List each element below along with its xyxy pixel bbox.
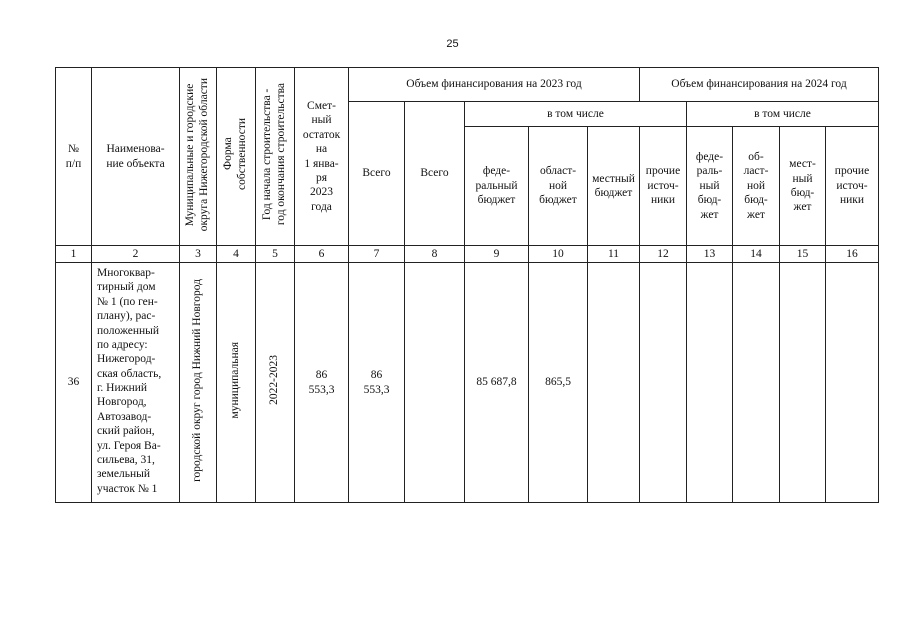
header-total-2024: Всего [405,102,465,246]
header-municipality [180,68,217,246]
header-incl-2024: в том числе [687,102,879,127]
column-number: 11 [588,246,640,263]
row-object-name: Многоквар- тирный дом № 1 (по ген- плану), рас- положенный по адресу: Нижегород- ская область, г. Нижний Новгород, Автозавод- ский район, ул. Героя Ва- сильева, 31, земельный участок № 1 [92,263,180,503]
header-fin-2023: Объем финансирования на 2023 год [349,68,640,102]
row-regional-2024 [733,263,780,503]
row-total-2023: 86 553,3 [349,263,405,503]
column-number: 2 [92,246,180,263]
header-municipality-text: Муниципальные и городские округа Нижегородской области [184,77,210,231]
column-number: 4 [217,246,256,263]
page-number: 25 [446,38,459,50]
row-years [256,263,295,503]
column-number: 1 [56,246,92,263]
column-number: 7 [349,246,405,263]
column-number: 9 [465,246,529,263]
header-local-2023: местный бюджет [588,127,640,246]
column-number: 16 [826,246,879,263]
row-other-2024 [826,263,879,503]
column-number: 8 [405,246,465,263]
column-number: 13 [687,246,733,263]
column-number: 15 [780,246,826,263]
row-regional-2023: 85 687,8 [465,263,529,503]
row-total-2024 [640,263,687,503]
header-regional-2024: об- ласт- ной бюд- жет [733,127,780,246]
column-number: 5 [256,246,295,263]
header-total-2023: Всего [349,102,405,246]
header-federal-2024: феде- раль- ный бюд- жет [687,127,733,246]
row-ownership [217,263,256,503]
column-number: 10 [529,246,588,263]
column-number: 14 [733,246,780,263]
column-number-row [56,246,879,263]
header-remainder: Смет- ный остаток на 1 янва- ря 2023 года [295,68,349,246]
row-years-text: 2022-2023 [268,355,281,406]
financing-table [55,67,879,503]
column-number: 12 [640,246,687,263]
column-number: 3 [180,246,217,263]
header-object-name: Наименова- ние объекта [92,68,180,246]
column-number: 6 [295,246,349,263]
table-row [56,263,879,503]
header-num: № п/п [56,68,92,246]
row-local-2024 [780,263,826,503]
row-num: 36 [56,263,92,503]
header-years [256,68,295,246]
header-years-text: Год начала строительства - год окончания строительства [261,83,287,226]
row-federal-2023 [405,263,465,503]
header-regional-2023: област- ной бюджет [529,127,588,246]
header-other-2024: прочие источ- ники [826,127,879,246]
row-municipality-text: городской округ город Нижний Новгород [191,278,204,482]
row-municipality [180,263,217,503]
row-federal-2024 [687,263,733,503]
row-local-2023: 865,5 [529,263,588,503]
header-other-2023: прочие источ- ники [640,127,687,246]
row-ownership-text: муниципальная [229,342,242,419]
header-ownership-text: Форма собственности [222,118,248,191]
header-incl-2023: в том числе [465,102,687,127]
row-remainder: 86 553,3 [295,263,349,503]
header-fin-2024: Объем финансирования на 2024 год [640,68,879,102]
row-other-2023 [588,263,640,503]
header-local-2024: мест- ный бюд- жет [780,127,826,246]
header-federal-2023: феде- ральный бюджет [465,127,529,246]
header-ownership [217,68,256,246]
